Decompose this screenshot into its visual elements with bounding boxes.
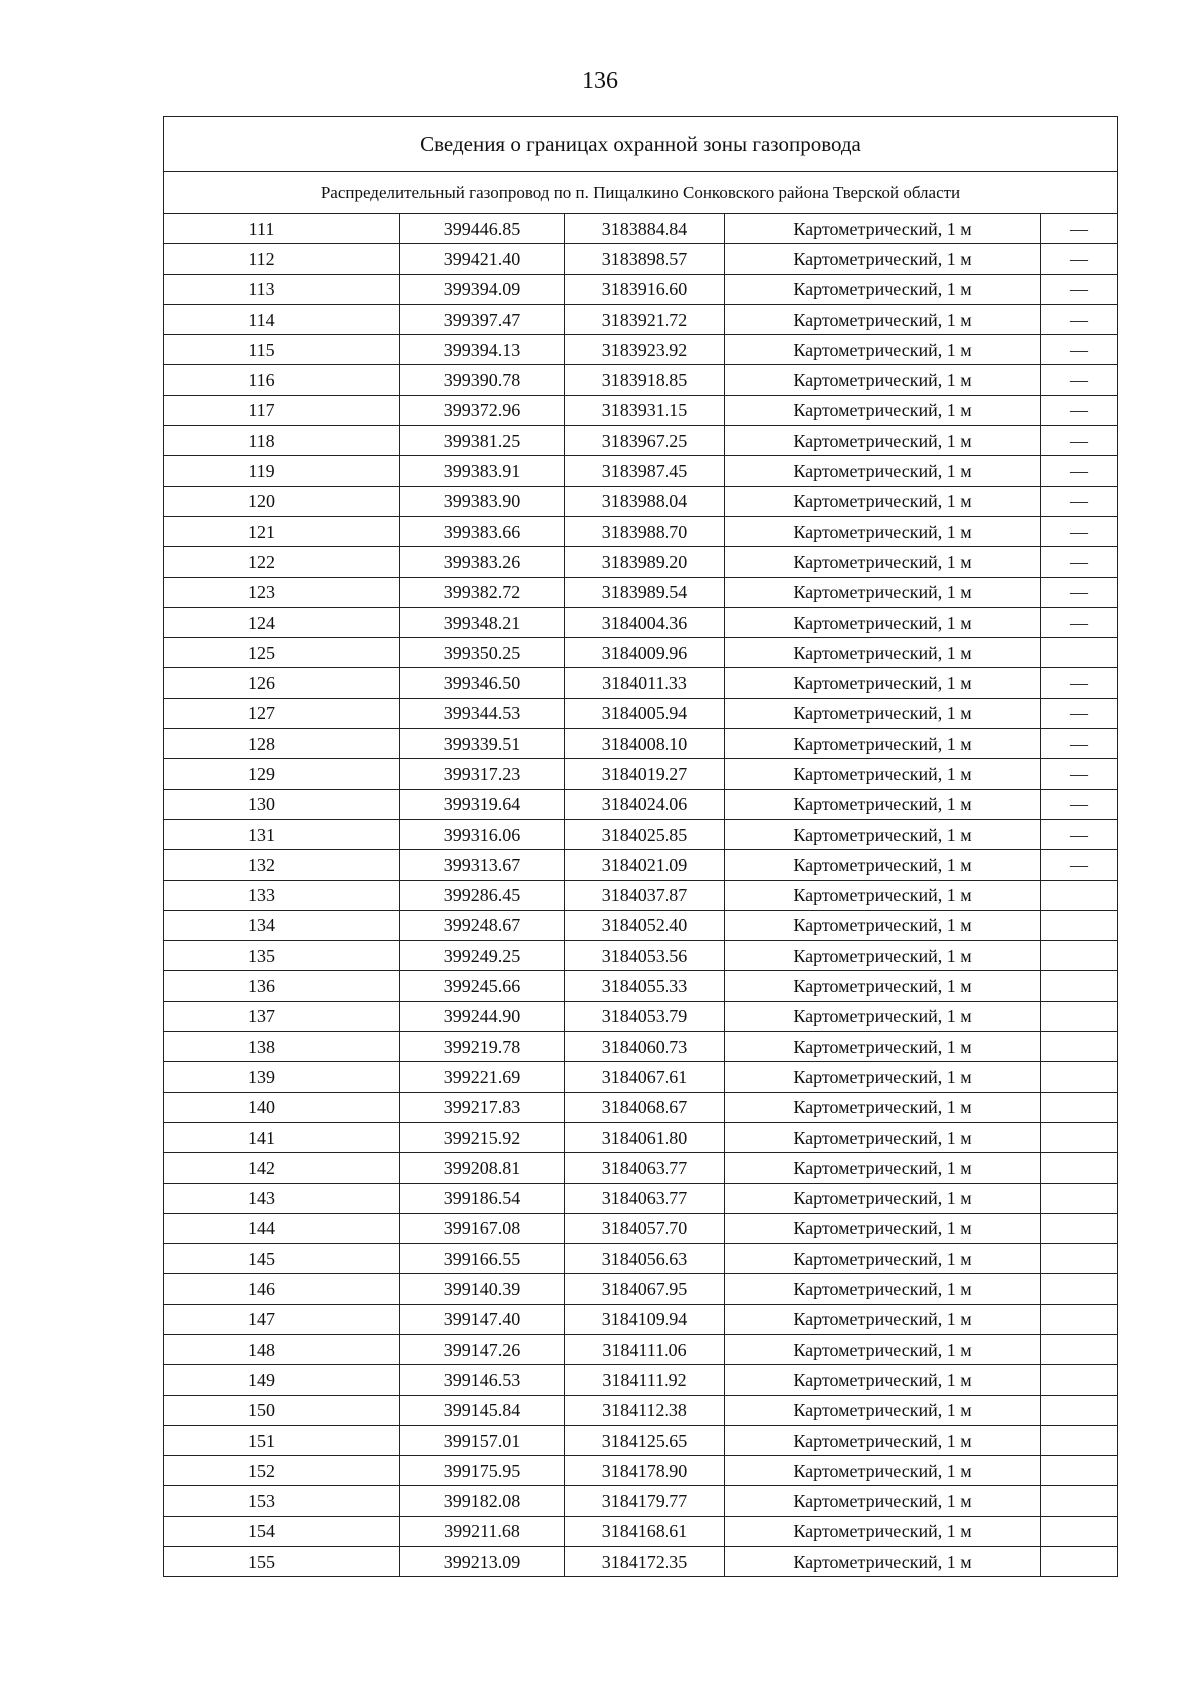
method-cell: Картометрический, 1 м <box>725 729 1041 759</box>
table-row <box>164 456 1117 486</box>
boundary-info-table <box>163 116 1118 1577</box>
point-number-cell: 142 <box>164 1153 400 1183</box>
table-row <box>164 1304 1117 1334</box>
mark-cell <box>1041 1092 1118 1122</box>
mark-cell <box>1041 1334 1118 1364</box>
x-coordinate-cell: 399147.26 <box>400 1334 565 1364</box>
x-coordinate-cell: 399390.78 <box>400 365 565 395</box>
method-cell: Картометрический, 1 м <box>725 1062 1041 1092</box>
method-cell: Картометрический, 1 м <box>725 335 1041 365</box>
mark-cell <box>1041 1183 1118 1213</box>
y-coordinate-cell: 3184109.94 <box>565 1304 725 1334</box>
point-number-cell: 139 <box>164 1062 400 1092</box>
mark-cell: — <box>1041 426 1118 456</box>
method-cell: Картометрический, 1 м <box>725 850 1041 880</box>
mark-cell: — <box>1041 365 1118 395</box>
mark-cell <box>1041 971 1118 1001</box>
mark-cell <box>1041 638 1118 668</box>
point-number-cell: 118 <box>164 426 400 456</box>
y-coordinate-cell: 3184052.40 <box>565 910 725 940</box>
y-coordinate-cell: 3184011.33 <box>565 668 725 698</box>
mark-cell: — <box>1041 668 1118 698</box>
mark-cell: — <box>1041 789 1118 819</box>
x-coordinate-cell: 399140.39 <box>400 1274 565 1304</box>
point-number-cell: 112 <box>164 244 400 274</box>
y-coordinate-cell: 3184111.92 <box>565 1365 725 1395</box>
table-row <box>164 1456 1117 1486</box>
table-subtitle: Распределительный газопровод по п. Пищалкино Сонковского района Тверской области <box>164 172 1117 214</box>
mark-cell: — <box>1041 698 1118 728</box>
x-coordinate-cell: 399221.69 <box>400 1062 565 1092</box>
x-coordinate-cell: 399397.47 <box>400 304 565 334</box>
x-coordinate-cell: 399446.85 <box>400 214 565 244</box>
point-number-cell: 141 <box>164 1122 400 1152</box>
table-row <box>164 759 1117 789</box>
table-row <box>164 1092 1117 1122</box>
x-coordinate-cell: 399175.95 <box>400 1456 565 1486</box>
point-number-cell: 133 <box>164 880 400 910</box>
table-row <box>164 1213 1117 1243</box>
mark-cell: — <box>1041 456 1118 486</box>
y-coordinate-cell: 3184068.67 <box>565 1092 725 1122</box>
table-row <box>164 850 1117 880</box>
y-coordinate-cell: 3183989.20 <box>565 547 725 577</box>
mark-cell <box>1041 1547 1118 1577</box>
method-cell: Картометрический, 1 м <box>725 1244 1041 1274</box>
point-number-cell: 129 <box>164 759 400 789</box>
x-coordinate-cell: 399167.08 <box>400 1213 565 1243</box>
table-row <box>164 607 1117 637</box>
mark-cell <box>1041 910 1118 940</box>
point-number-cell: 130 <box>164 789 400 819</box>
point-number-cell: 111 <box>164 214 400 244</box>
table-row <box>164 698 1117 728</box>
y-coordinate-cell: 3184025.85 <box>565 819 725 849</box>
mark-cell: — <box>1041 759 1118 789</box>
point-number-cell: 122 <box>164 547 400 577</box>
table-row <box>164 1244 1117 1274</box>
table-row <box>164 1365 1117 1395</box>
mark-cell <box>1041 941 1118 971</box>
method-cell: Картометрический, 1 м <box>725 456 1041 486</box>
point-number-cell: 126 <box>164 668 400 698</box>
x-coordinate-cell: 399249.25 <box>400 941 565 971</box>
table-row <box>164 1425 1117 1455</box>
y-coordinate-cell: 3184111.06 <box>565 1334 725 1364</box>
y-coordinate-cell: 3184060.73 <box>565 1032 725 1062</box>
x-coordinate-cell: 399217.83 <box>400 1092 565 1122</box>
method-cell: Картометрический, 1 м <box>725 1001 1041 1031</box>
x-coordinate-cell: 399346.50 <box>400 668 565 698</box>
table-row <box>164 1547 1117 1577</box>
mark-cell: — <box>1041 547 1118 577</box>
point-number-cell: 155 <box>164 1547 400 1577</box>
table-row <box>164 486 1117 516</box>
mark-cell <box>1041 1001 1118 1031</box>
method-cell: Картометрический, 1 м <box>725 638 1041 668</box>
table-row <box>164 1516 1117 1546</box>
point-number-cell: 152 <box>164 1456 400 1486</box>
method-cell: Картометрический, 1 м <box>725 1547 1041 1577</box>
table-row <box>164 910 1117 940</box>
table-row <box>164 789 1117 819</box>
method-cell: Картометрический, 1 м <box>725 577 1041 607</box>
x-coordinate-cell: 399313.67 <box>400 850 565 880</box>
y-coordinate-cell: 3184057.70 <box>565 1213 725 1243</box>
table-row <box>164 941 1117 971</box>
mark-cell <box>1041 1153 1118 1183</box>
method-cell: Картометрический, 1 м <box>725 214 1041 244</box>
x-coordinate-cell: 399383.90 <box>400 486 565 516</box>
point-number-cell: 150 <box>164 1395 400 1425</box>
mark-cell: — <box>1041 607 1118 637</box>
point-number-cell: 121 <box>164 516 400 546</box>
x-coordinate-cell: 399316.06 <box>400 819 565 849</box>
point-number-cell: 136 <box>164 971 400 1001</box>
x-coordinate-cell: 399211.68 <box>400 1516 565 1546</box>
table-row <box>164 577 1117 607</box>
table-title: Сведения о границах охранной зоны газопровода <box>164 117 1117 172</box>
y-coordinate-cell: 3183931.15 <box>565 395 725 425</box>
y-coordinate-cell: 3183967.25 <box>565 426 725 456</box>
x-coordinate-cell: 399157.01 <box>400 1425 565 1455</box>
table-row <box>164 214 1117 244</box>
point-number-cell: 131 <box>164 819 400 849</box>
point-number-cell: 138 <box>164 1032 400 1062</box>
method-cell: Картометрический, 1 м <box>725 426 1041 456</box>
point-number-cell: 146 <box>164 1274 400 1304</box>
y-coordinate-cell: 3184009.96 <box>565 638 725 668</box>
point-number-cell: 132 <box>164 850 400 880</box>
coordinates-table-body <box>164 214 1117 1576</box>
method-cell: Картометрический, 1 м <box>725 304 1041 334</box>
x-coordinate-cell: 399350.25 <box>400 638 565 668</box>
y-coordinate-cell: 3184061.80 <box>565 1122 725 1152</box>
table-row <box>164 1334 1117 1364</box>
method-cell: Картометрический, 1 м <box>725 274 1041 304</box>
y-coordinate-cell: 3184008.10 <box>565 729 725 759</box>
method-cell: Картометрический, 1 м <box>725 547 1041 577</box>
x-coordinate-cell: 399286.45 <box>400 880 565 910</box>
y-coordinate-cell: 3184056.63 <box>565 1244 725 1274</box>
point-number-cell: 125 <box>164 638 400 668</box>
table-row <box>164 244 1117 274</box>
y-coordinate-cell: 3184178.90 <box>565 1456 725 1486</box>
x-coordinate-cell: 399394.09 <box>400 274 565 304</box>
method-cell: Картометрический, 1 м <box>725 971 1041 1001</box>
method-cell: Картометрический, 1 м <box>725 1153 1041 1183</box>
point-number-cell: 144 <box>164 1213 400 1243</box>
y-coordinate-cell: 3184021.09 <box>565 850 725 880</box>
method-cell: Картометрический, 1 м <box>725 880 1041 910</box>
mark-cell <box>1041 1486 1118 1516</box>
point-number-cell: 124 <box>164 607 400 637</box>
x-coordinate-cell: 399344.53 <box>400 698 565 728</box>
table-row <box>164 1032 1117 1062</box>
y-coordinate-cell: 3184037.87 <box>565 880 725 910</box>
mark-cell: — <box>1041 819 1118 849</box>
x-coordinate-cell: 399146.53 <box>400 1365 565 1395</box>
table-row <box>164 1001 1117 1031</box>
point-number-cell: 134 <box>164 910 400 940</box>
method-cell: Картометрический, 1 м <box>725 789 1041 819</box>
y-coordinate-cell: 3184024.06 <box>565 789 725 819</box>
y-coordinate-cell: 3183988.04 <box>565 486 725 516</box>
x-coordinate-cell: 399348.21 <box>400 607 565 637</box>
point-number-cell: 119 <box>164 456 400 486</box>
method-cell: Картометрический, 1 м <box>725 486 1041 516</box>
y-coordinate-cell: 3183884.84 <box>565 214 725 244</box>
x-coordinate-cell: 399213.09 <box>400 1547 565 1577</box>
table-row <box>164 729 1117 759</box>
y-coordinate-cell: 3184053.79 <box>565 1001 725 1031</box>
mark-cell: — <box>1041 395 1118 425</box>
y-coordinate-cell: 3183988.70 <box>565 516 725 546</box>
y-coordinate-cell: 3183918.85 <box>565 365 725 395</box>
x-coordinate-cell: 399339.51 <box>400 729 565 759</box>
method-cell: Картометрический, 1 м <box>725 698 1041 728</box>
method-cell: Картометрический, 1 м <box>725 1425 1041 1455</box>
method-cell: Картометрический, 1 м <box>725 759 1041 789</box>
table-row <box>164 395 1117 425</box>
method-cell: Картометрический, 1 м <box>725 668 1041 698</box>
table-row <box>164 365 1117 395</box>
coordinates-table <box>164 214 1117 1576</box>
table-row <box>164 426 1117 456</box>
y-coordinate-cell: 3184055.33 <box>565 971 725 1001</box>
x-coordinate-cell: 399208.81 <box>400 1153 565 1183</box>
y-coordinate-cell: 3184063.77 <box>565 1153 725 1183</box>
mark-cell: — <box>1041 335 1118 365</box>
x-coordinate-cell: 399166.55 <box>400 1244 565 1274</box>
y-coordinate-cell: 3184005.94 <box>565 698 725 728</box>
y-coordinate-cell: 3184053.56 <box>565 941 725 971</box>
mark-cell: — <box>1041 850 1118 880</box>
y-coordinate-cell: 3184125.65 <box>565 1425 725 1455</box>
mark-cell <box>1041 1304 1118 1334</box>
point-number-cell: 145 <box>164 1244 400 1274</box>
mark-cell: — <box>1041 244 1118 274</box>
mark-cell <box>1041 1365 1118 1395</box>
x-coordinate-cell: 399381.25 <box>400 426 565 456</box>
point-number-cell: 113 <box>164 274 400 304</box>
y-coordinate-cell: 3183898.57 <box>565 244 725 274</box>
y-coordinate-cell: 3184004.36 <box>565 607 725 637</box>
point-number-cell: 147 <box>164 1304 400 1334</box>
x-coordinate-cell: 399245.66 <box>400 971 565 1001</box>
table-row <box>164 1274 1117 1304</box>
point-number-cell: 153 <box>164 1486 400 1516</box>
point-number-cell: 123 <box>164 577 400 607</box>
mark-cell <box>1041 880 1118 910</box>
point-number-cell: 151 <box>164 1425 400 1455</box>
table-row <box>164 668 1117 698</box>
mark-cell <box>1041 1274 1118 1304</box>
point-number-cell: 140 <box>164 1092 400 1122</box>
y-coordinate-cell: 3183987.45 <box>565 456 725 486</box>
point-number-cell: 137 <box>164 1001 400 1031</box>
x-coordinate-cell: 399182.08 <box>400 1486 565 1516</box>
mark-cell: — <box>1041 214 1118 244</box>
point-number-cell: 127 <box>164 698 400 728</box>
point-number-cell: 154 <box>164 1516 400 1546</box>
method-cell: Картометрический, 1 м <box>725 607 1041 637</box>
point-number-cell: 148 <box>164 1334 400 1364</box>
method-cell: Картометрический, 1 м <box>725 1092 1041 1122</box>
y-coordinate-cell: 3184179.77 <box>565 1486 725 1516</box>
method-cell: Картометрический, 1 м <box>725 1032 1041 1062</box>
y-coordinate-cell: 3184063.77 <box>565 1183 725 1213</box>
mark-cell: — <box>1041 577 1118 607</box>
mark-cell: — <box>1041 516 1118 546</box>
x-coordinate-cell: 399382.72 <box>400 577 565 607</box>
x-coordinate-cell: 399383.91 <box>400 456 565 486</box>
method-cell: Картометрический, 1 м <box>725 910 1041 940</box>
mark-cell <box>1041 1395 1118 1425</box>
point-number-cell: 117 <box>164 395 400 425</box>
mark-cell <box>1041 1062 1118 1092</box>
method-cell: Картометрический, 1 м <box>725 1486 1041 1516</box>
mark-cell: — <box>1041 486 1118 516</box>
x-coordinate-cell: 399372.96 <box>400 395 565 425</box>
point-number-cell: 128 <box>164 729 400 759</box>
x-coordinate-cell: 399248.67 <box>400 910 565 940</box>
y-coordinate-cell: 3183921.72 <box>565 304 725 334</box>
y-coordinate-cell: 3184067.95 <box>565 1274 725 1304</box>
mark-cell: — <box>1041 274 1118 304</box>
table-row <box>164 638 1117 668</box>
table-row <box>164 516 1117 546</box>
x-coordinate-cell: 399186.54 <box>400 1183 565 1213</box>
mark-cell: — <box>1041 304 1118 334</box>
table-row <box>164 971 1117 1001</box>
x-coordinate-cell: 399244.90 <box>400 1001 565 1031</box>
point-number-cell: 116 <box>164 365 400 395</box>
y-coordinate-cell: 3184067.61 <box>565 1062 725 1092</box>
method-cell: Картометрический, 1 м <box>725 1334 1041 1364</box>
table-row <box>164 1153 1117 1183</box>
method-cell: Картометрический, 1 м <box>725 516 1041 546</box>
point-number-cell: 149 <box>164 1365 400 1395</box>
table-row <box>164 1486 1117 1516</box>
table-row <box>164 304 1117 334</box>
mark-cell <box>1041 1032 1118 1062</box>
method-cell: Картометрический, 1 м <box>725 244 1041 274</box>
x-coordinate-cell: 399394.13 <box>400 335 565 365</box>
mark-cell <box>1041 1456 1118 1486</box>
method-cell: Картометрический, 1 м <box>725 1213 1041 1243</box>
table-row <box>164 1395 1117 1425</box>
y-coordinate-cell: 3183923.92 <box>565 335 725 365</box>
point-number-cell: 114 <box>164 304 400 334</box>
x-coordinate-cell: 399215.92 <box>400 1122 565 1152</box>
x-coordinate-cell: 399421.40 <box>400 244 565 274</box>
y-coordinate-cell: 3184019.27 <box>565 759 725 789</box>
method-cell: Картометрический, 1 м <box>725 365 1041 395</box>
y-coordinate-cell: 3183989.54 <box>565 577 725 607</box>
method-cell: Картометрический, 1 м <box>725 1395 1041 1425</box>
table-row <box>164 1062 1117 1092</box>
y-coordinate-cell: 3183916.60 <box>565 274 725 304</box>
mark-cell <box>1041 1213 1118 1243</box>
method-cell: Картометрический, 1 м <box>725 1365 1041 1395</box>
method-cell: Картометрический, 1 м <box>725 1274 1041 1304</box>
mark-cell <box>1041 1425 1118 1455</box>
y-coordinate-cell: 3184168.61 <box>565 1516 725 1546</box>
method-cell: Картометрический, 1 м <box>725 1304 1041 1334</box>
page-number: 136 <box>582 68 618 94</box>
x-coordinate-cell: 399147.40 <box>400 1304 565 1334</box>
x-coordinate-cell: 399145.84 <box>400 1395 565 1425</box>
table-row <box>164 880 1117 910</box>
method-cell: Картометрический, 1 м <box>725 395 1041 425</box>
mark-cell: — <box>1041 729 1118 759</box>
mark-cell <box>1041 1122 1118 1152</box>
method-cell: Картометрический, 1 м <box>725 819 1041 849</box>
point-number-cell: 115 <box>164 335 400 365</box>
table-row <box>164 819 1117 849</box>
x-coordinate-cell: 399383.26 <box>400 547 565 577</box>
x-coordinate-cell: 399383.66 <box>400 516 565 546</box>
method-cell: Картометрический, 1 м <box>725 1122 1041 1152</box>
table-row <box>164 274 1117 304</box>
method-cell: Картометрический, 1 м <box>725 1516 1041 1546</box>
mark-cell <box>1041 1516 1118 1546</box>
x-coordinate-cell: 399319.64 <box>400 789 565 819</box>
table-row <box>164 335 1117 365</box>
y-coordinate-cell: 3184172.35 <box>565 1547 725 1577</box>
mark-cell <box>1041 1244 1118 1274</box>
y-coordinate-cell: 3184112.38 <box>565 1395 725 1425</box>
point-number-cell: 135 <box>164 941 400 971</box>
method-cell: Картометрический, 1 м <box>725 1183 1041 1213</box>
table-row <box>164 1183 1117 1213</box>
x-coordinate-cell: 399317.23 <box>400 759 565 789</box>
point-number-cell: 143 <box>164 1183 400 1213</box>
method-cell: Картометрический, 1 м <box>725 1456 1041 1486</box>
x-coordinate-cell: 399219.78 <box>400 1032 565 1062</box>
point-number-cell: 120 <box>164 486 400 516</box>
table-row <box>164 1122 1117 1152</box>
table-row <box>164 547 1117 577</box>
method-cell: Картометрический, 1 м <box>725 941 1041 971</box>
